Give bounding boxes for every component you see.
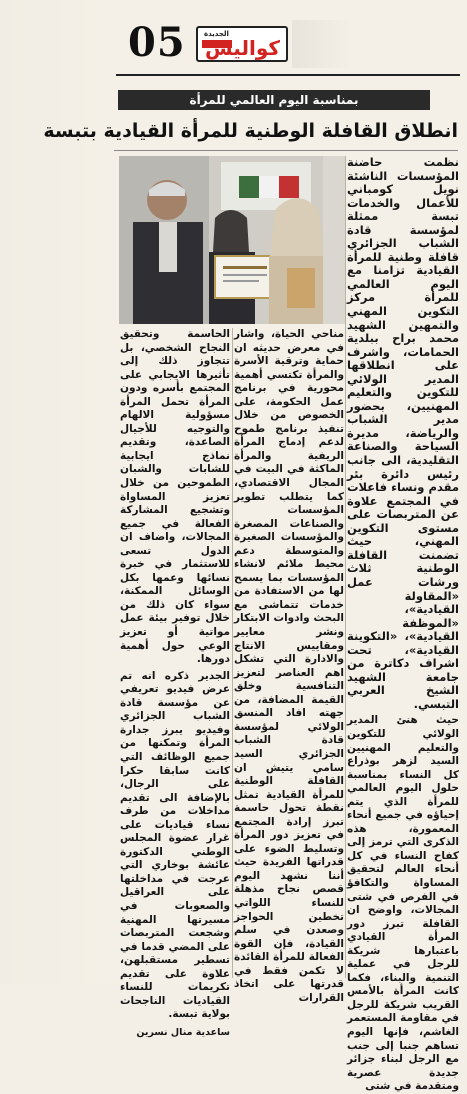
paragraph: الجدير ذكره انه تم عرض فيديو تعريفي عن مؤسسة قادة الشباب الجزائري وفيديو يبرز جدارة المرأة وتمكنها من جميع الوظائف التي كانت سابقا حكرا على الرجال، بالإضافة الى تقديم مداخلات من طرف نساء قياديات على غرار عضوة المجلس الوطني الدكتورة عائشة بوخاري التي عرجت في مداخلتها على العراقيل والصعوبات في مسيرتها المهنية وشجعت المتربصات على المضي قدما في تسطير مستقبلهن، علاوة على تقديم تكريمات للنساء القياديات الناجحات بولاية تبسة.	[120, 669, 230, 1021]
masthead	[0, 0, 467, 78]
column-divider	[232, 328, 233, 978]
paragraph: الحاسمة وتحقيق النجاح الشخصي، بل تتجاوز ذلك إلى تأثيرها الايجابي على المجتمع بأسره ودون المرأة تحمل المرأة مسؤولية الالهام والتوجيه للأجيال الصاعدة، وتقديم نماذج ايجابية للشابات والشبان الطموحين من خلال تعزيز المساواة وتشجيع المشاركة الفعالة في جميع المجالات، واضاف ان الدول تسعى للاستثمار في خبرة نسائها وعمها بكل الوسائل الممكنة، سواء كان ذلك من خلال توفير بيئة عمل مواتية أو تعزيز الوعي حول أهمية دورها.	[120, 328, 230, 666]
logo-subtext: الجديدة	[204, 30, 229, 38]
ceremony-photo-icon	[119, 156, 345, 324]
article-kicker: بمناسبة اليوم العالمي للمرأة	[118, 90, 430, 110]
author-signature: ساعدية منال نسرين	[136, 1026, 230, 1038]
logo-text: كواليس	[205, 36, 280, 60]
paragraph: حيث هنئ المدير الولائي للتكوين والتعليم المهنيين السيد لزهر بوذراع كل النساء بمناسبة حلول اليوم العالمي للمرأة الذي يتم إحياؤه في جميع أنحاء المعمورة، هذه الذكرى التي ترمز إلى كفاح النساء في كل أنحاء العالم لتحقيق المساواة والتكافؤ في الفرص في شتى المجالات، واوضح ان القافلة تبرز دور المرأة القيادي باعتبارها شريكة للرجل في عملية التنمية والبناء، فكما كانت المرأة بالأمس القريب شريكة للرجل في مقاومة المستعمر الغاشم، فإنها اليوم تساهم جنبا إلى جنب مع الرجل لبناء جزائر جديدة عصرية ومتقدمة في شتى	[347, 714, 459, 1093]
article-column-middle	[234, 328, 344, 1004]
article-column-right	[347, 155, 459, 1093]
article-photo	[119, 156, 345, 324]
headline-rule	[114, 150, 458, 151]
page-margin	[0, 0, 110, 984]
article-column-left	[120, 328, 230, 1038]
article-headline: انطلاق القافلة الوطنية للمرأة القيادية بتبسة	[43, 120, 458, 142]
masthead-rule	[116, 74, 460, 76]
page-number: 05	[128, 19, 186, 66]
column-divider	[345, 156, 346, 978]
paragraph: مناحي الحياة، واشار في معرض حديثه ان حماية وترقية الأسرة والمرأة تكتسي أهمية محورية في برنامج عمل الحكومة، على الخصوص من خلال تنفيذ برنامج طموح لدعم إدماج المرأة الريفية والمرأة الماكثة في البيت في المجال الاقتصادي، كما يتطلب تطوير المؤسسات والصناعات المصغرة والمؤسسات الصغيرة والمتوسطة دعم محيط ملائم لانشاء المؤسسات بما يسمح لها من الاستفادة من خدمات تتماشى مع البحث وادوات الابتكار ونشر معايير ومقاييس الانتاج والادارة التي تشكل اهم العناصر لتعزيز التنافسية وخلق القيمة المضافة، من جهته افاد المنسق الولائي لمؤسسة قادة الشباب الجزائري السيد سامي يتيش ان القافلة الوطنية للمرأة القيادية تمثل نقطة تحول حاسمة تبرز إرادة المجتمع في تعزيز دور المرأة وتسليط الضوء على قدراتها الفريدة حيث أننا نشهد اليوم قصص نجاح مذهلة للنساء اللواتي تخطين الحواجز وصعدن في سلم القيادة، فإن القوة الفعالة للمرأة القائدة لا تكمن فقط في قدرتها على اتخاذ القرارات	[234, 328, 344, 1004]
masthead-shadow	[292, 20, 352, 68]
newspaper-logo	[196, 26, 288, 62]
paragraph: نظمت حاضنة المؤسسات الناشئة نويل كومباني للأعمال والخدمات تبسة ممثلة لمؤسسة قادة الشباب الجزائري قافلة وطنية للمرأة القيادية تزامنا مع اليوم العالمي للمرأة مركز التكوين المهني والتمهين الشهيد محمد براح ببلدية الحمامات، واشرف على انطلاقها المدير الولائي للتكوين والتعليم المهنيين، بحضور مدير الشباب والرياضة، مديرة السياحة والصناعة التقليدية، الى جانب رئيس دائرة بئر مقدم ونساء فاعلات في المجتمع علاوة عن المتربصات على مستوى التكوين المهني، حيث تضمنت القافلة الوطنية ثلاث ورشات عمل «المقاولة القيادية»، «الموظفة القيادية»، «التكوينة القيادية»، تحت اشراف دكاترة من جامعة الشهيد الشيخ العربي التبسي.	[347, 155, 459, 711]
